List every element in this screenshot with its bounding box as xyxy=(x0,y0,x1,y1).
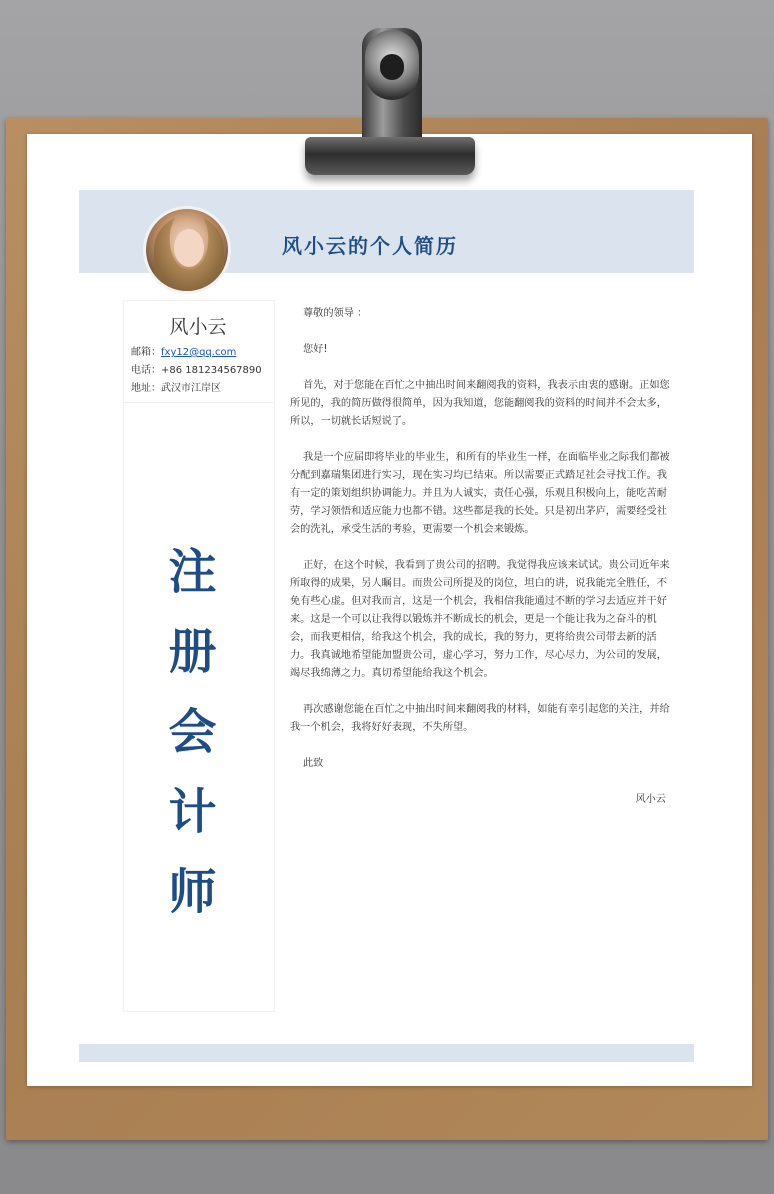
phone-label: 电话： xyxy=(131,365,161,376)
avatar-face xyxy=(174,229,204,267)
letter-paragraph: 首先，对于您能在百忙之中抽出时间来翻阅我的资料，我表示由衷的感谢。正如您所见的，我的简历做得很简单，因为我知道，您能翻阅我的资料的时间并不会太多，所以，一切就长话短说了。 xyxy=(290,380,670,427)
job-target-vertical xyxy=(150,532,235,932)
address-row xyxy=(131,379,221,394)
binder-clip-hole xyxy=(380,54,404,80)
job-char: 师 xyxy=(168,864,217,920)
letter-closing: 此致 xyxy=(303,758,324,769)
job-char: 计 xyxy=(168,784,217,840)
letter-paragraph: 我是一个应届即将毕业的毕业生，和所有的毕业生一样，在面临毕业之际我们都被分配到嘉瑞集团进行实习，现在实习均已结束。所以需要正式踏足社会寻找工作。我有一定的策划组织协调能力。并且为人诚实，责任心强，乐观且积极向上，能吃苦耐劳，学习领悟和适应能力也都不错。这些都是我的长处。只是初出茅庐，需要经受社会的洗礼，承受生活的考验，更需要一个机会来锻炼。 xyxy=(290,452,670,535)
letter-paragraph: 正好，在这个时候，我看到了贵公司的招聘。我觉得我应该来试试。贵公司近年来所取得的成果，另人瞩目。而贵公司所提及的岗位，坦白的讲，说我能完全胜任，不免有些心虚。但对我而言，这是一个机会，我相信我能通过不断的学习去适应并干好来。这是一个可以让我得以锻炼并不断成长的机会，更是一个能让我为之奋斗的机会，而我更相信，给我这个机会，我的成长，我的努力，更将给贵公司带去新的活力。我真诚地希望能加盟贵公司，虚心学习，努力工作，尽心尽力，为公司的发展，竭尽我绵薄之力。真切希望能给我这个机会。 xyxy=(290,560,670,679)
profile-name: 风小云 xyxy=(169,316,227,338)
email-label: 邮箱： xyxy=(131,347,161,358)
address-label: 地址： xyxy=(131,383,161,394)
binder-clip-icon xyxy=(305,137,475,175)
cover-letter xyxy=(290,305,670,809)
email-link[interactable]: fxy12@qq.com xyxy=(161,347,237,358)
job-char: 注 xyxy=(168,544,217,600)
email-row xyxy=(131,343,236,358)
avatar xyxy=(143,206,231,294)
profile-divider xyxy=(123,402,273,403)
phone-row xyxy=(131,361,262,376)
footer-band xyxy=(79,1044,694,1062)
letter-paragraph: 再次感谢您能在百忙之中抽出时间来翻阅我的材料，如能有幸引起您的关注，并给我一个机会，我将好好表现，不失所望。 xyxy=(290,704,670,733)
page-title: 风小云的个人简历 xyxy=(282,234,458,258)
address-value: 武汉市江岸区 xyxy=(161,383,221,394)
letter-greeting: 尊敬的领导 ： xyxy=(303,308,368,319)
letter-hello: 您好! xyxy=(303,344,328,355)
letter-signature: 风小云 xyxy=(635,794,666,805)
phone-value: +86 181234567890 xyxy=(161,365,262,376)
job-char: 会 xyxy=(168,704,217,760)
job-char: 册 xyxy=(168,624,217,680)
